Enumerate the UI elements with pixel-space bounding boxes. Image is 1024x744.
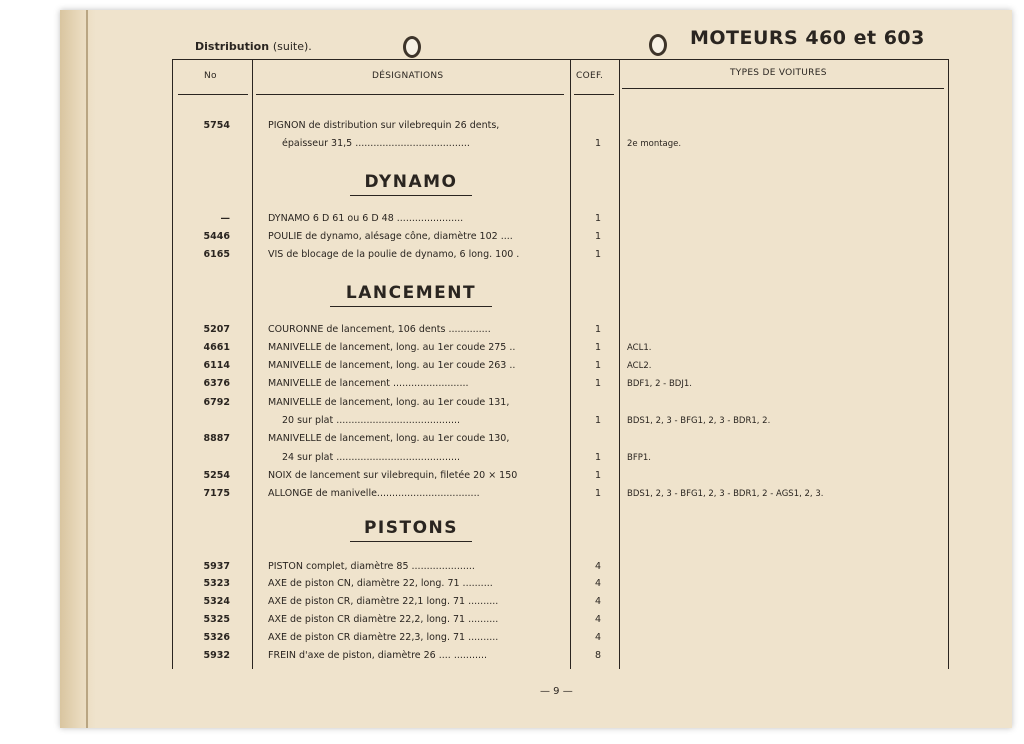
- part-coef: 1: [594, 488, 602, 499]
- part-designation: COURONNE de lancement, 106 dents ..............: [268, 324, 491, 335]
- column-header-designations: DÉSIGNATIONS: [372, 71, 444, 81]
- vehicle-types: ACL2.: [627, 361, 652, 371]
- part-designation: MANIVELLE de lancement, long. au 1er coude 131,: [268, 397, 510, 408]
- part-designation: MANIVELLE de lancement, long. au 1er coude 130,: [268, 433, 510, 444]
- section-pistons-label: PISTONS: [363, 518, 459, 538]
- section-pistons: [350, 518, 472, 542]
- header-rule-vehicles: [622, 88, 944, 89]
- section-title: Distribution: [195, 40, 270, 53]
- part-designation: 20 sur plat .........................................: [282, 415, 461, 426]
- part-designation: VIS de blocage de la poulie de dynamo, 6 long. 100 .: [268, 249, 520, 260]
- part-coef: 1: [594, 452, 602, 463]
- part-number: 8887: [203, 433, 230, 444]
- section-dynamo-label: DYNAMO: [364, 172, 458, 192]
- punch-hole-right: [649, 34, 667, 56]
- part-designation: ALLONGE de manivelle..................................: [268, 488, 480, 499]
- part-number: 7175: [203, 488, 230, 499]
- header-rule-designations: [256, 94, 564, 95]
- part-designation: FREIN d'axe de piston, diamètre 26 .... ...........: [268, 650, 488, 661]
- part-number: 6792: [203, 397, 230, 408]
- part-coef: 1: [594, 213, 602, 224]
- part-designation: DYNAMO 6 D 61 ou 6 D 48 ......................: [268, 213, 464, 224]
- part-coef: 1: [594, 231, 602, 242]
- part-coef: 1: [594, 360, 602, 371]
- section-suffix: (suite).: [272, 40, 312, 53]
- part-number: 5937: [203, 561, 230, 572]
- binding-spine: [60, 10, 96, 728]
- part-number: 6114: [203, 360, 230, 371]
- part-number: 5446: [203, 231, 230, 242]
- vehicle-types: BDS1, 2, 3 - BFG1, 2, 3 - BDR1, 2.: [627, 416, 771, 426]
- vehicle-types: 2e montage.: [627, 139, 682, 149]
- page-number: — 9 —: [540, 686, 573, 697]
- part-coef: 4: [594, 578, 602, 589]
- section-lancement: [330, 283, 492, 307]
- part-coef: 4: [594, 632, 602, 643]
- part-designation: POULIE de dynamo, alésage cône, diamètre 102 ....: [268, 231, 513, 242]
- column-divider-right: [948, 59, 949, 669]
- column-divider-designations: [570, 59, 571, 669]
- part-number: 5754: [203, 120, 230, 131]
- part-designation: 24 sur plat .........................................: [282, 452, 461, 463]
- part-designation: AXE de piston CN, diamètre 22, long. 71 ..........: [268, 578, 493, 589]
- part-designation: MANIVELLE de lancement, long. au 1er coude 275 ..: [268, 342, 516, 353]
- section-dynamo: [350, 172, 472, 196]
- part-coef: 4: [594, 614, 602, 625]
- table-top-rule: [172, 59, 948, 60]
- section-heading: [195, 40, 312, 53]
- part-number: 5325: [203, 614, 230, 625]
- page-title: MOTEURS 460 et 603: [690, 27, 925, 49]
- header-rule-no: [178, 94, 248, 95]
- vehicle-types: BFP1.: [627, 453, 651, 463]
- part-designation: épaisseur 31,5 ......................................: [282, 138, 470, 149]
- part-number: —: [220, 213, 230, 224]
- part-coef: 4: [594, 596, 602, 607]
- part-designation: PIGNON de distribution sur vilebrequin 26 dents,: [268, 120, 500, 131]
- column-header-vehicles: TYPES DE VOITURES: [730, 68, 827, 78]
- vehicle-types: BDF1, 2 - BDJ1.: [627, 379, 692, 389]
- column-divider-left: [172, 59, 173, 669]
- binding-line: [86, 10, 88, 728]
- part-designation: MANIVELLE de lancement, long. au 1er coude 263 ..: [268, 360, 516, 371]
- part-number: 6165: [203, 249, 230, 260]
- part-number: 4661: [203, 342, 230, 353]
- part-number: 5207: [203, 324, 230, 335]
- part-coef: 4: [594, 561, 602, 572]
- punch-hole-left: [403, 36, 421, 58]
- column-divider-coef: [619, 59, 620, 669]
- column-header-coef: COEF.: [576, 71, 604, 81]
- part-designation: NOIX de lancement sur vilebrequin, filetée 20 × 150: [268, 470, 518, 481]
- part-number: 6376: [203, 378, 230, 389]
- section-lancement-label: LANCEMENT: [345, 283, 477, 303]
- part-number: 5326: [203, 632, 230, 643]
- part-number: 5323: [203, 578, 230, 589]
- part-designation: AXE de piston CR diamètre 22,3, long. 71 ..........: [268, 632, 499, 643]
- vehicle-types: BDS1, 2, 3 - BFG1, 2, 3 - BDR1, 2 - AGS1, 2, 3.: [627, 489, 824, 499]
- part-coef: 1: [594, 249, 602, 260]
- part-number: 5932: [203, 650, 230, 661]
- vehicle-types: ACL1.: [627, 343, 652, 353]
- part-coef: 8: [594, 650, 602, 661]
- part-number: 5254: [203, 470, 230, 481]
- part-number: 5324: [203, 596, 230, 607]
- part-coef: 1: [594, 378, 602, 389]
- part-designation: PISTON complet, diamètre 85 .....................: [268, 561, 475, 572]
- column-header-number: No: [204, 71, 217, 81]
- part-coef: 1: [594, 342, 602, 353]
- part-coef: 1: [594, 324, 602, 335]
- part-coef: 1: [594, 138, 602, 149]
- column-divider-no: [252, 59, 253, 669]
- part-coef: 1: [594, 470, 602, 481]
- part-coef: 1: [594, 415, 602, 426]
- part-designation: AXE de piston CR, diamètre 22,1 long. 71 ..........: [268, 596, 499, 607]
- part-designation: MANIVELLE de lancement .........................: [268, 378, 469, 389]
- header-rule-coef: [574, 94, 614, 95]
- part-designation: AXE de piston CR diamètre 22,2, long. 71 ..........: [268, 614, 499, 625]
